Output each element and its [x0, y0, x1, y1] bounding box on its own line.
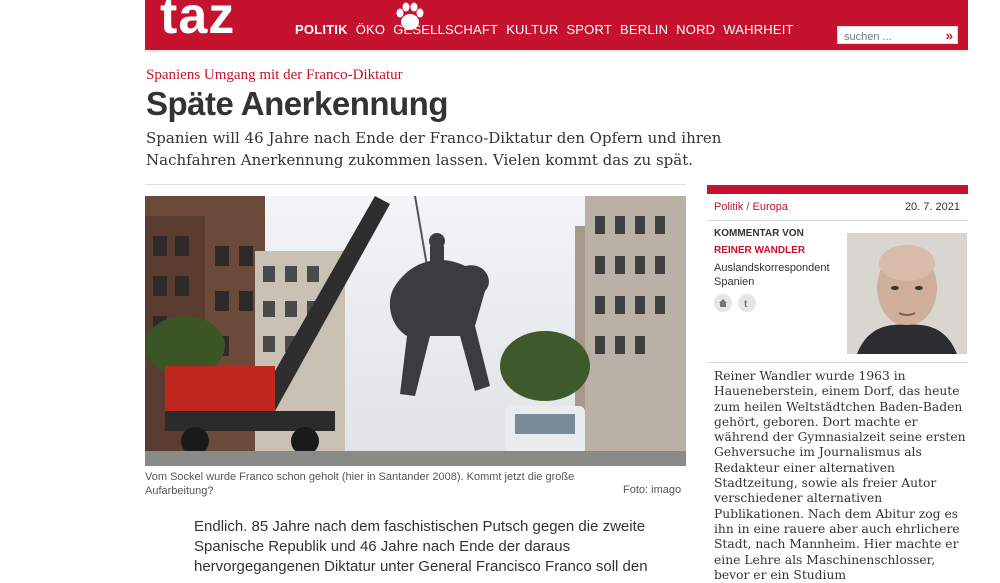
author-name[interactable]: REINER WANDLER — [714, 245, 806, 256]
photo-credit: Foto: imago — [623, 484, 682, 496]
sidebar-meta — [707, 196, 968, 221]
breadcrumb-politik[interactable]: Politik — [714, 201, 744, 213]
nav-kultur[interactable]: KULTUR — [506, 22, 559, 37]
breadcrumb-separator: / — [746, 201, 750, 213]
author-portrait — [847, 233, 967, 354]
commentary-label: KOMMENTAR VON — [714, 228, 804, 239]
article-lead: Spanien will 46 Jahre nach Ende der Franco-Diktatur den Opfern und ihren Nachfahren Anerkennung zukommen lassen. Vielen kommt das zu spät. — [146, 129, 722, 169]
author-role: Auslandskorrespondent Spanien — [714, 262, 830, 288]
article-photo[interactable] — [145, 196, 686, 466]
search-box — [837, 26, 958, 44]
nav-sport[interactable]: SPORT — [566, 22, 612, 37]
search-submit-icon[interactable]: » — [945, 28, 953, 43]
nav-berlin[interactable]: BERLIN — [620, 22, 669, 37]
nav-wahrheit[interactable]: WAHRHEIT — [723, 22, 794, 37]
home-icon[interactable] — [714, 294, 732, 312]
svg-text:t: t — [744, 299, 748, 308]
main-nav — [295, 22, 802, 37]
photo-caption: Vom Sockel wurde Franco schon geholt (hier in Santander 2008). Kommt jetzt die große Aufarbeitung? — [145, 471, 575, 497]
nav-oeko[interactable]: ÖKO — [355, 22, 386, 37]
article-body: Endlich. 85 Jahre nach dem faschistischen Putsch gegen die zweite Spanische Republik und 46 Jahre nach Ende der daraus hervorgegangenen Diktatur unter General Francisco Franco soll den — [194, 518, 648, 575]
author-bio: Reiner Wandler wurde 1963 in Haueneberstein, einem Dorf, das heute zum heilen Weltstädtchen Baden-Baden gehört, geboren. Dort machte er während der Gymnasialzeit seine ersten Gehversuche im Journalismus als Redakteur einer alternativen Stadtzeitung, sowie als freier Autor verschiedener alternativen Publikationen. Nach dem Abitur zog es ihn in eine rauere aber auch ehrlichere Stadt, nach Mannheim. Hier machte er eine Lehre als Maschinenschlosser, bevor er ein Studium — [714, 369, 966, 582]
article-title: Späte Anerkennung — [146, 85, 448, 122]
sidebar-divider — [707, 362, 968, 363]
breadcrumb — [714, 201, 788, 213]
site-header — [145, 0, 968, 52]
taz-logo[interactable]: taz — [160, 0, 236, 45]
nav-nord[interactable]: NORD — [676, 22, 716, 37]
divider — [145, 184, 686, 185]
article-kicker: Spaniens Umgang mit der Franco-Diktatur — [146, 67, 403, 83]
nav-gesellschaft[interactable]: GESELLSCHAFT — [393, 22, 499, 37]
sidebar-accent-bar — [707, 185, 968, 194]
search-input[interactable] — [838, 29, 939, 45]
twitter-icon[interactable] — [738, 294, 756, 312]
article-date: 20. 7. 2021 — [904, 201, 960, 213]
breadcrumb-europa[interactable]: Europa — [752, 201, 789, 213]
nav-politik[interactable]: POLITIK — [295, 22, 348, 37]
